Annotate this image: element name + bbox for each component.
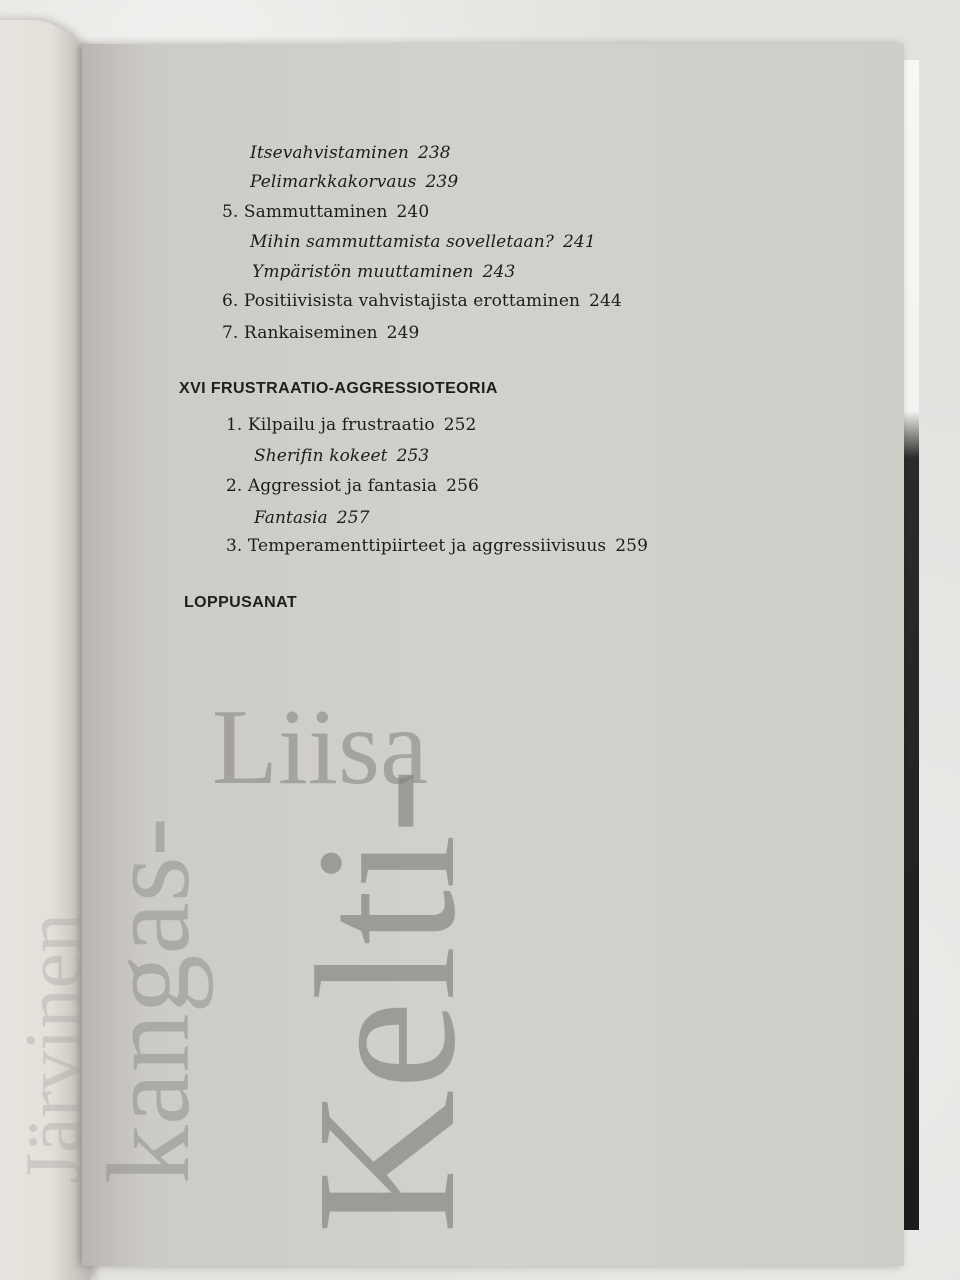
toc-entry <box>222 323 419 343</box>
toc-entry-title: Ympäristön muuttaminen <box>252 262 474 282</box>
toc-entry <box>252 262 515 282</box>
toc-entry-title: Pelimarkkakorvaus <box>250 172 417 192</box>
toc-entry-title: Mihin sammuttamista sovelletaan? <box>250 232 555 252</box>
toc-entry-page: 243 <box>482 262 516 282</box>
watermark-first-name: Liisa <box>212 688 428 807</box>
watermark-surname-part3: Järvinen <box>10 912 98 1184</box>
toc-entry <box>222 291 622 311</box>
toc-entry-title: 2. Aggressiot ja fantasia <box>226 476 438 496</box>
toc-entry-page: 240 <box>396 202 430 222</box>
toc-entry-title: Fantasia <box>254 508 328 528</box>
toc-entry <box>250 143 451 163</box>
left-page-edge <box>0 20 90 1280</box>
toc-entry <box>250 232 596 252</box>
toc-entry-page: 249 <box>386 323 420 343</box>
toc-entry-page: 244 <box>589 291 622 311</box>
toc-entry-title: Itsevahvistaminen <box>250 143 409 163</box>
toc-entry <box>250 172 458 192</box>
toc-entry-page: 241 <box>563 232 596 252</box>
toc-entry <box>226 415 476 435</box>
toc-entry <box>222 202 429 222</box>
toc-entry-page: 239 <box>425 172 459 192</box>
toc-entry-page: 257 <box>336 508 370 528</box>
watermark-surname-part2: kangas- <box>83 817 214 1184</box>
toc-entry-page: 252 <box>443 415 477 435</box>
toc-entry-page: 256 <box>446 476 479 496</box>
toc-entry-page: 259 <box>615 536 648 556</box>
toc-entry-page: 253 <box>396 446 430 466</box>
toc-entry-title: 7. Rankaiseminen <box>222 323 378 343</box>
watermark-surname-part1: Kelti- <box>276 767 497 1234</box>
toc-entry-title: 3. Temperamenttipiirteet ja aggressiivisuus <box>226 536 607 556</box>
closing-heading: LOPPUSANAT <box>184 594 298 611</box>
toc-entry <box>254 446 429 466</box>
toc-entry <box>226 536 648 556</box>
toc-entry-page: 238 <box>417 143 451 163</box>
chapter-heading: XVI FRUSTRAATIO-AGGRESSIOTEORIA <box>179 380 498 397</box>
toc-entry-title: 5. Sammuttaminen <box>222 202 388 222</box>
toc-entry-title: 1. Kilpailu ja frustraatio <box>226 415 435 435</box>
table-of-contents <box>82 44 904 1266</box>
toc-entry-title: 6. Positiivisista vahvistajista erottaminen <box>222 291 581 311</box>
toc-entry-title: Sherifin kokeet <box>254 446 388 466</box>
toc-entry <box>226 476 479 496</box>
book-page <box>10 44 904 1266</box>
toc-entry <box>254 508 370 528</box>
